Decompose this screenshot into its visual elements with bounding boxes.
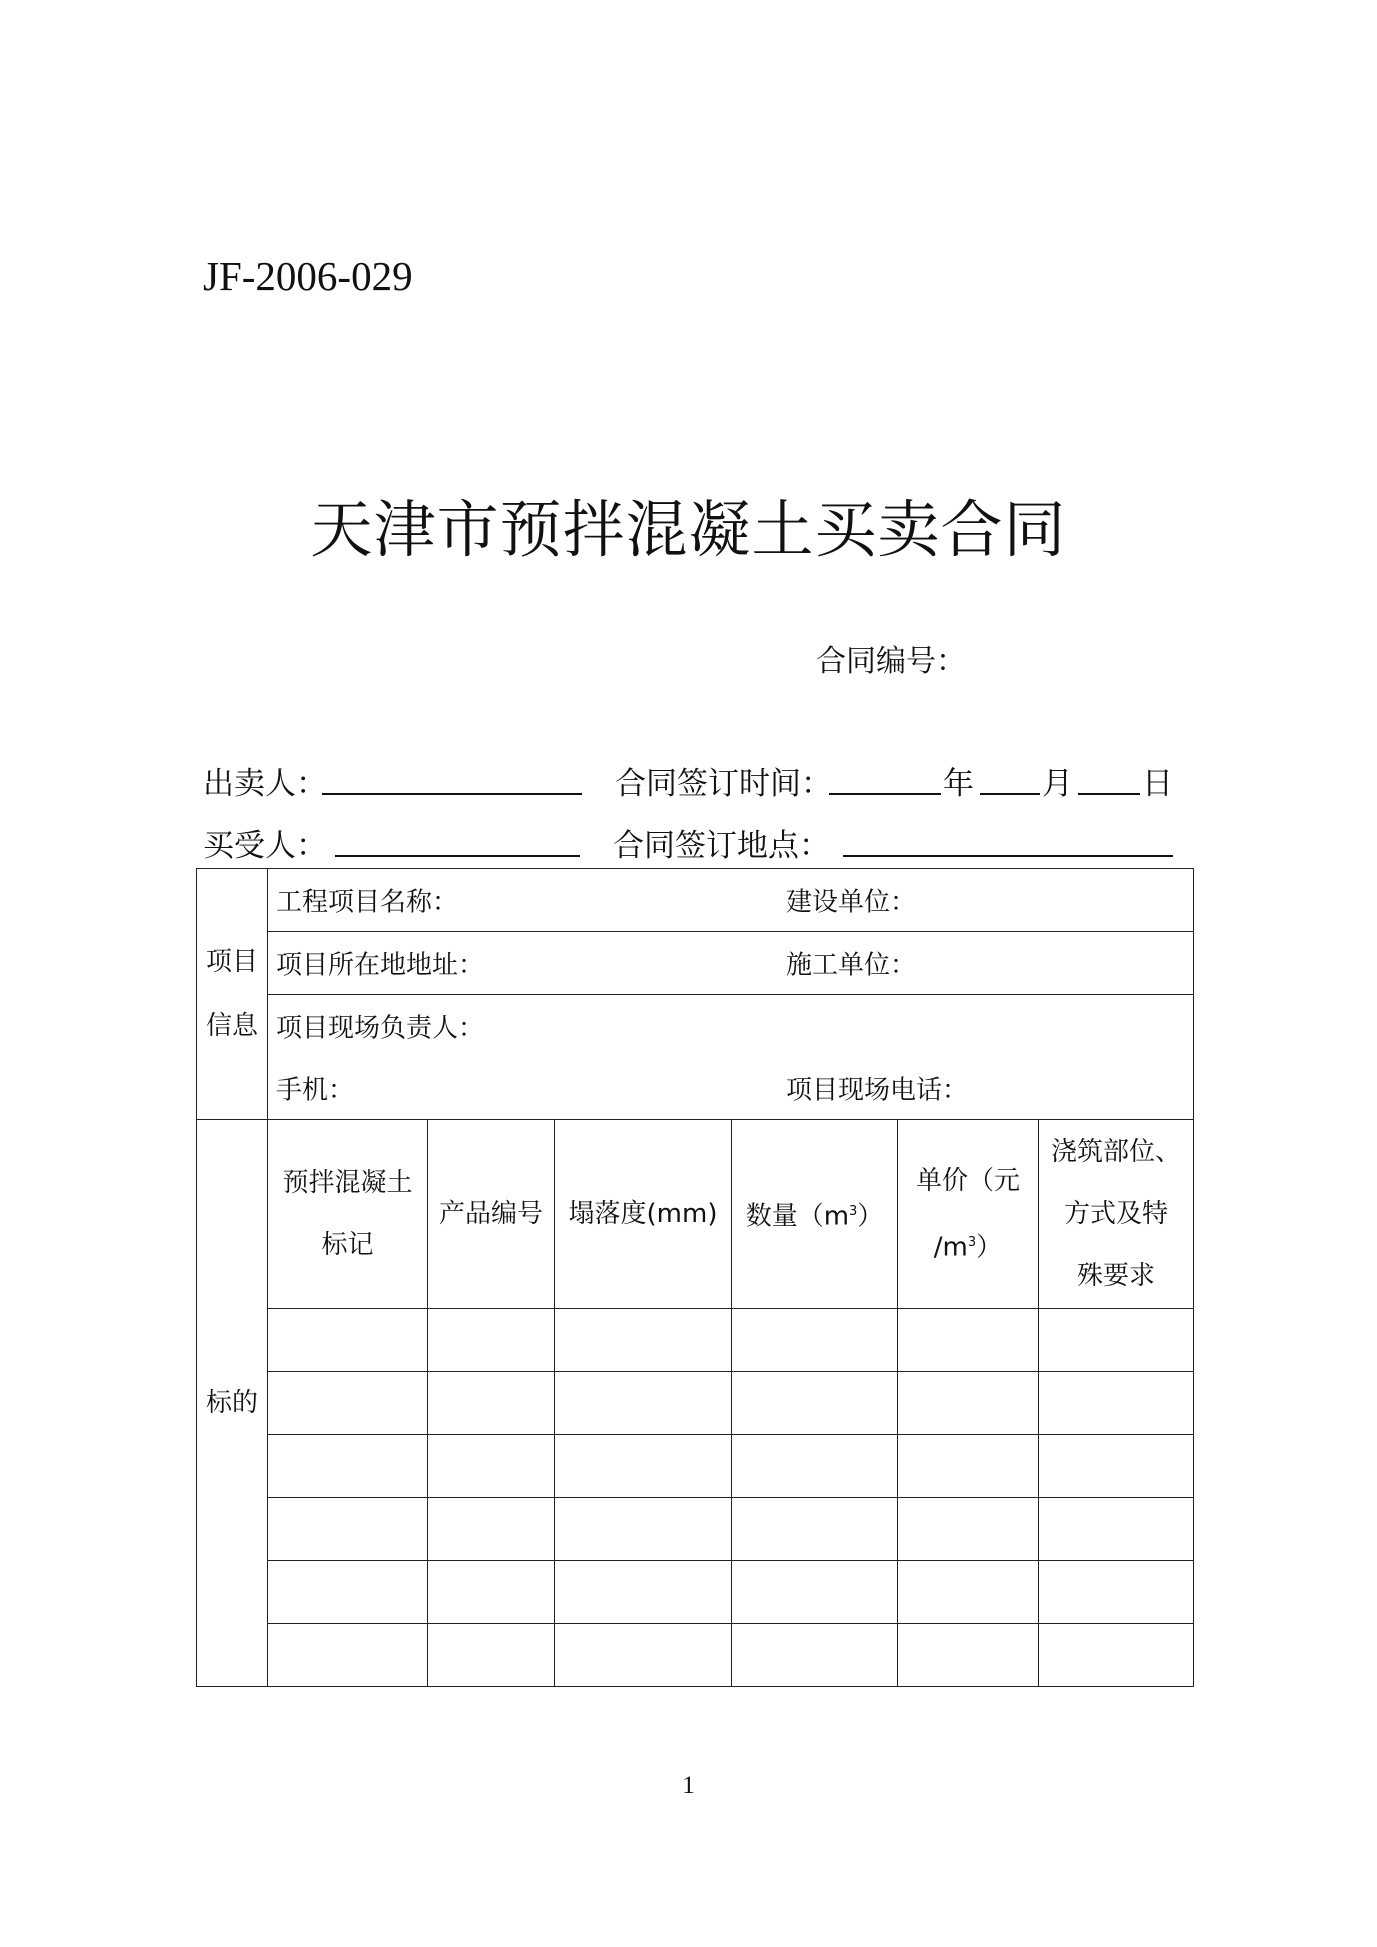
site-manager-row[interactable] [268, 995, 1194, 1058]
contract-table [196, 868, 1194, 1687]
seller-label: 出卖人： [203, 766, 327, 802]
header-unit-price-unit: /m [933, 1232, 968, 1263]
table-cell[interactable] [555, 1561, 732, 1624]
table-cell[interactable] [1039, 1372, 1194, 1435]
table-cell[interactable] [898, 1309, 1039, 1372]
table-cell[interactable] [268, 1624, 428, 1687]
header-product-number: 产品编号 [428, 1120, 555, 1309]
year-label: 年 [943, 766, 974, 802]
table-cell[interactable] [555, 1498, 732, 1561]
table-cell[interactable] [732, 1309, 898, 1372]
month-label: 月 [1042, 766, 1073, 802]
day-label: 日 [1142, 766, 1173, 802]
site-phone-label: 项目现场电话： [786, 1075, 969, 1106]
header-pour-line-1: 浇筑部位、 [1051, 1137, 1182, 1167]
table-cell[interactable] [268, 1309, 428, 1372]
table-cell[interactable] [898, 1624, 1039, 1687]
header-concrete-mark [268, 1120, 428, 1309]
subject-section-label: 标的 [197, 1120, 268, 1687]
table-cell[interactable] [1039, 1498, 1194, 1561]
table-row [197, 1309, 1194, 1372]
table-cell[interactable] [898, 1372, 1039, 1435]
table-cell[interactable] [898, 1435, 1039, 1498]
table-cell[interactable] [1039, 1435, 1194, 1498]
seller-blank[interactable] [322, 768, 582, 795]
construction-unit-label: 施工单位： [786, 950, 917, 981]
contract-number-label: 合同编号： [816, 644, 966, 679]
table-cell[interactable] [732, 1435, 898, 1498]
header-mark-line-1: 预拌混凝土 [282, 1168, 413, 1198]
table-cell[interactable] [268, 1561, 428, 1624]
table-row [197, 1561, 1194, 1624]
header-pour-line-2: 方式及特 [1064, 1199, 1169, 1229]
builder-label: 建设单位： [786, 887, 917, 918]
header-unit-price-sup: 3 [967, 1234, 977, 1250]
table-row [197, 1624, 1194, 1687]
header-quantity-close: ） [857, 1201, 884, 1232]
table-cell[interactable] [268, 1435, 428, 1498]
table-cell[interactable] [428, 1624, 555, 1687]
month-blank[interactable] [980, 768, 1040, 795]
header-quantity [732, 1120, 898, 1309]
table-row [197, 1435, 1194, 1498]
document-code: JF-2006-029 [203, 253, 413, 299]
header-unit-price-close: ） [976, 1232, 1003, 1263]
header-slump: 塌落度(mm) [555, 1120, 732, 1309]
table-row [197, 1498, 1194, 1561]
table-cell[interactable] [555, 1435, 732, 1498]
header-unit-price [898, 1120, 1039, 1309]
table-cell[interactable] [428, 1561, 555, 1624]
table-cell[interactable] [555, 1624, 732, 1687]
header-pour-requirements [1039, 1120, 1194, 1309]
table-cell[interactable] [1039, 1309, 1194, 1372]
section-label-line-2: 信息 [205, 1011, 258, 1041]
table-cell[interactable] [428, 1309, 555, 1372]
day-blank[interactable] [1078, 768, 1140, 795]
table-cell[interactable] [428, 1372, 555, 1435]
header-unit-price-line-1: 单价（元 [915, 1165, 1020, 1196]
table-row [197, 1372, 1194, 1435]
project-name-label: 工程项目名称： [276, 887, 459, 918]
buyer-label: 买受人： [203, 828, 327, 864]
table-cell[interactable] [1039, 1624, 1194, 1687]
table-cell[interactable] [1039, 1561, 1194, 1624]
mobile-label: 手机： [276, 1075, 355, 1106]
sign-place-blank[interactable] [843, 830, 1173, 857]
page-number: 1 [682, 1772, 695, 1799]
buyer-blank[interactable] [335, 830, 580, 857]
header-quantity-sup: 3 [849, 1203, 858, 1219]
project-address-row[interactable] [268, 932, 1194, 995]
table-cell[interactable] [898, 1561, 1039, 1624]
table-cell[interactable] [268, 1498, 428, 1561]
table-cell[interactable] [732, 1498, 898, 1561]
sign-place-label: 合同签订地点： [613, 828, 830, 864]
table-cell[interactable] [428, 1435, 555, 1498]
table-cell[interactable] [898, 1498, 1039, 1561]
table-cell[interactable] [732, 1372, 898, 1435]
table-cell[interactable] [555, 1309, 732, 1372]
project-name-row[interactable] [268, 869, 1194, 932]
table-cell[interactable] [268, 1372, 428, 1435]
year-blank[interactable] [829, 768, 941, 795]
project-address-label: 项目所在地地址： [276, 950, 485, 981]
header-quantity-text: 数量（m [745, 1201, 850, 1232]
header-unit-price-line-2 [898, 1212, 1038, 1279]
section-label-line-1: 项目 [205, 947, 258, 977]
header-pour-line-3: 殊要求 [1077, 1261, 1156, 1291]
table-cell[interactable] [732, 1561, 898, 1624]
header-mark-line-2: 标记 [321, 1230, 374, 1260]
table-cell[interactable] [428, 1498, 555, 1561]
table-cell[interactable] [555, 1372, 732, 1435]
mobile-row[interactable] [268, 1057, 1194, 1120]
table-cell[interactable] [732, 1624, 898, 1687]
sign-time-label: 合同签订时间： [615, 766, 832, 802]
document-title: 天津市预拌混凝土买卖合同 [310, 493, 1067, 566]
project-info-section-label [197, 869, 268, 1120]
site-manager-label: 项目现场负责人： [276, 1013, 485, 1044]
